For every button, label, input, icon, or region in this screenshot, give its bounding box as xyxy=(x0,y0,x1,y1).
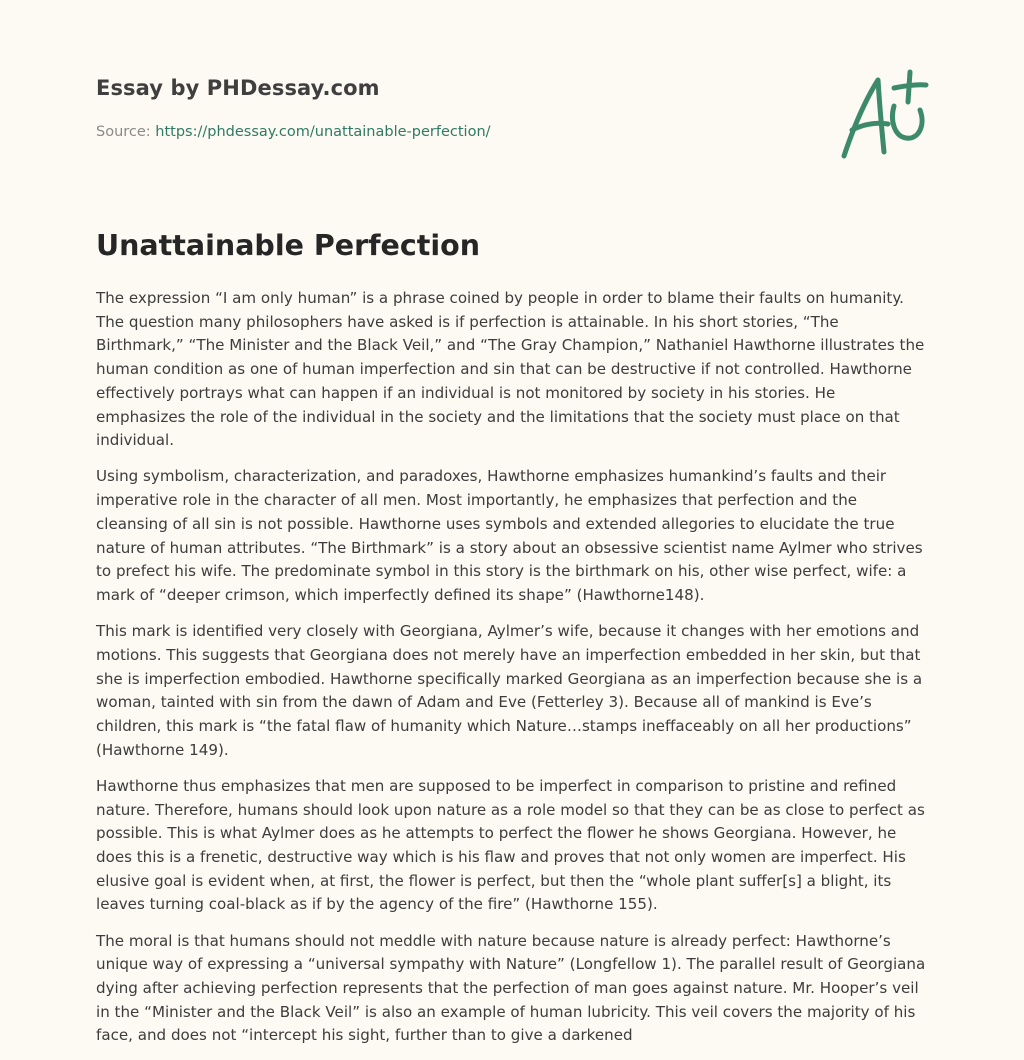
essay-paragraph: Hawthorne thus emphasizes that men are supposed to be imperfect in comparison to pristine and refined nature. Therefore, humans should look upon nature as a role model so that they can be as close to perfect as possible. This is what Aylmer does as he attempts to perfect the flower he shows Georgiana. However, he does this is a frenetic, destructive way which is his flaw and proves that not only women are imperfect. His elusive goal is evident when, at first, the flower is perfect, but then the “whole plant suffer[s] a blight, its leaves turning coal-black as if by the agency of the fire” (Hawthorne 155). xyxy=(96,776,925,914)
essay-paragraph: The moral is that humans should not meddle with nature because nature is already perfect: Hawthorne’s unique way of expressing a “universal sympathy with Nature” (Longfellow 1). The parallel result of Georgiana dying after achieving perfection represents that the perfection of man goes against nature. Mr. Hooper’s veil in the “Minister and the Black Veil” is also an example of human lubricity. This veil covers the majority of his face, and does not “intercept his sight, further than to give a darkened xyxy=(96,931,926,1045)
header xyxy=(96,0,928,196)
source-link[interactable]: https://phdessay.com/unattainable-perfection/ xyxy=(155,124,491,140)
a-plus-logo-icon xyxy=(830,66,934,166)
source-line xyxy=(96,124,491,140)
essay-paragraph: Using symbolism, characterization, and paradoxes, Hawthorne emphasizes humankind’s faults and their imperative role in the character of all men. Most importantly, he emphasizes that perfection and the cleansing of all sin is not possible. Hawthorne uses symbols and extended allegories to elucidate the true nature of human attributes. “The Birthmark” is a story about an obsessive scientist name Aylmer who strives to prefect his wife. The predominate symbol in this story is the birthmark on his, other wise perfect, wife: a mark of “deeper crimson, which imperfectly defined its shape” (Hawthorne148). xyxy=(96,467,923,604)
essay-body xyxy=(96,287,928,1048)
site-brand: Essay by PHDessay.com xyxy=(96,76,380,100)
essay-paragraph: The expression “I am only human” is a phrase coined by people in order to blame their faults on humanity. The question many philosophers have asked is if perfection is attainable. In his short stories, “The Birthmark,” “The Minister and the Black Veil,” and “The Gray Champion,” Nathaniel Hawthorne illustrates the human condition as one of human imperfection and sin that can be destructive if not controlled. Hawthorne effectively portrays what can happen if an individual is not monitored by society in his stories. He emphasizes the role of the individual in the society and the limitations that the society must place on that individual. xyxy=(96,289,925,450)
essay-title: Unattainable Perfection xyxy=(96,229,481,262)
essay-paragraph: This mark is identified very closely with Georgiana, Aylmer’s wife, because it changes with her emotions and motions. This suggests that Georgiana does not merely have an imperfection embedded in her skin, but that she is imperfection embodied. Hawthorne specifically marked Georgiana as an imperfection because she is a woman, tainted with sin from the dawn of Adam and Eve (Fetterley 3). Because all of mankind is Eve’s children, this mark is “the fatal flaw of humanity which Nature…stamps ineffaceably on all her productions” (Hawthorne 149). xyxy=(96,622,923,759)
source-label: Source: xyxy=(96,124,156,140)
